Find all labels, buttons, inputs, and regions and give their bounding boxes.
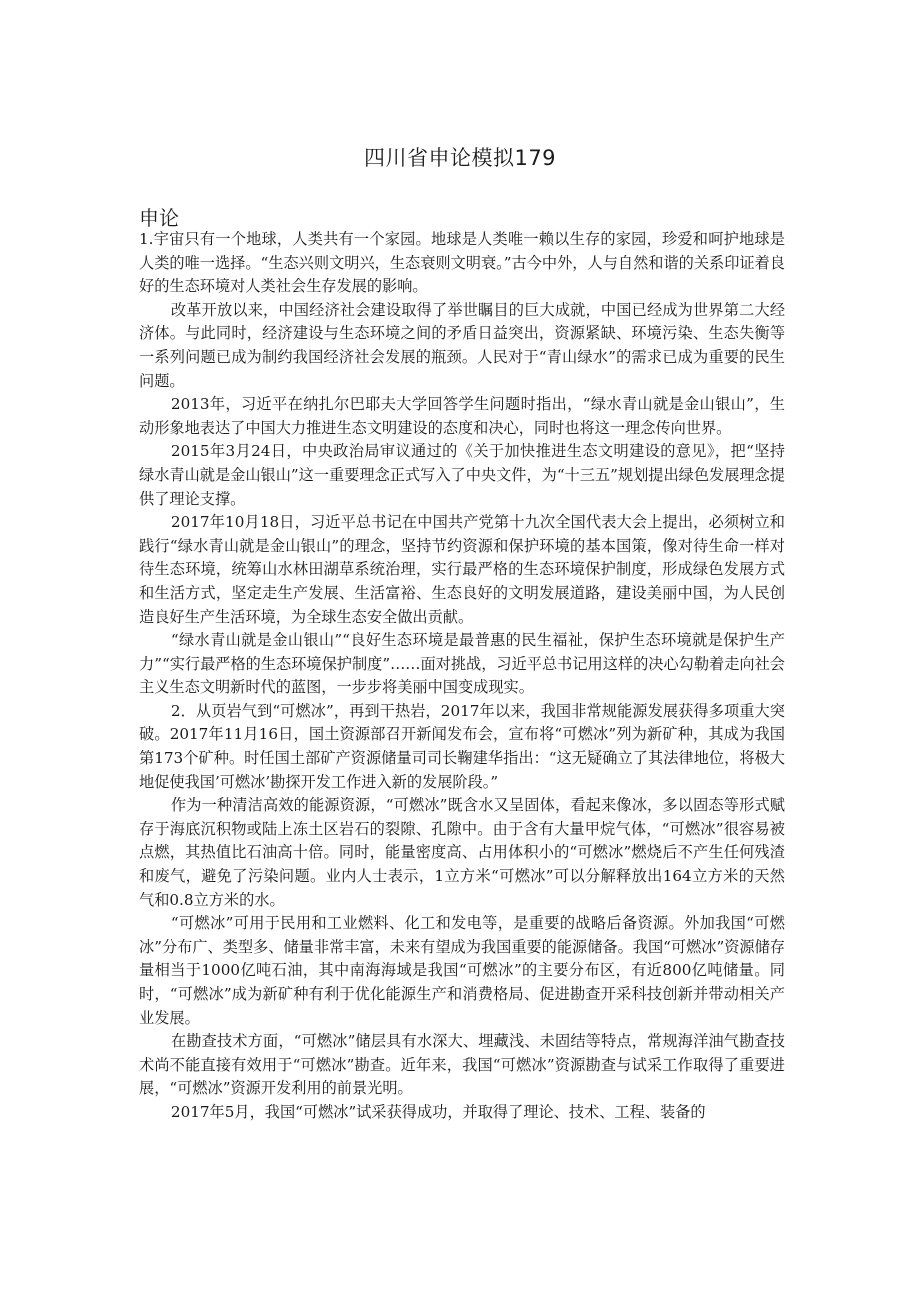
document-body: [139, 228, 785, 1125]
paragraph-9: “可燃冰”可用于民用和工业燃料、化工和发电等，是重要的战略后备资源。外加我国“可燃冰”分布广、类型多、储量非常丰富，未来有望成为我国重要的能源储备。我国“可燃冰”资源储存量相当于1000亿吨石油，其中南海海域是我国“可燃冰”的主要分布区，有近800亿吨储量。同时，“可燃冰”成为新矿种有利于优化能源生产和消费格局、促进勘查开采科技创新并带动相关产业发展。: [139, 914, 785, 1027]
paragraph-10: 在勘查技术方面，“可燃冰”储层具有水深大、埋藏浅、未固结等特点，常规海洋油气勘查技术尚不能直接有效用于“可燃冰”勘查。近年来，我国“可燃冰”资源勘查与试采工作取得了重要进展，“可燃冰”资源开发利用的前景光明。: [139, 1032, 785, 1098]
paragraph-5: 2017年10月18日，习近平总书记在中国共产党第十九次全国代表大会上提出，必须树立和践行“绿水青山就是金山银山”的理念，坚持节约资源和保护环境的基本国策，像对待生命一样对待生态环境，统筹山水林田湖草系统治理，实行最严格的生态环境保护制度，形成绿色发展方式和生活方式，坚定走生产发展、生活富裕、生态良好的文明发展道路，建设美丽中国，为人民创造良好生产生活环境，为全球生态安全做出贡献。: [139, 513, 785, 626]
paragraph-1: 1.宇宙只有一个地球，人类共有一个家园。地球是人类唯一赖以生存的家园，珍爱和呵护地球是人类的唯一选择。“生态兴则文明兴，生态衰则文明衰。”古今中外，人与自然和谐的关系印证着良好的生态环境对人类社会生存发展的影响。: [139, 230, 785, 296]
document-title: 四川省申论模拟179: [363, 146, 557, 170]
paragraph-3: 2013年，习近平在纳扎尔巴耶夫大学回答学生问题时指出，“绿水青山就是金山银山”，生动形象地表达了中国大力推进生态文明建设的态度和决心，同时也将这一理念传向世界。: [139, 395, 785, 437]
paragraph-2: 改革开放以来，中国经济社会建设取得了举世瞩目的巨大成就，中国已经成为世界第二大经济体。与此同时，经济建设与生态环境之间的矛盾日益突出，资源紧缺、环境污染、生态失衡等一系列问题已成为制约我国经济社会发展的瓶颈。人民对于“青山绿水”的需求已成为重要的民生问题。: [139, 300, 785, 390]
paragraph-4: 2015年3月24日，中央政治局审议通过的《关于加快推进生态文明建设的意见》，把“坚持绿水青山就是金山银山”这一重要理念正式写入了中央文件，为“十三五”规划提出绿色发展理念提供了理论支撑。: [139, 442, 785, 508]
paragraph-7: 2．从页岩气到“可燃冰”，再到干热岩，2017年以来，我国非常规能源发展获得多项重大突破。2017年11月16日，国土资源部召开新闻发布会，宣布将“可燃冰”列为新矿种，其成为我国第173个矿种。时任国土部矿产资源储量司司长鞠建华指出：“这无疑确立了其法律地位，将极大地促使我国’可燃冰’勘探开发工作进入新的发展阶段。”: [139, 701, 785, 791]
paragraph-8: 作为一种清洁高效的能源资源，“可燃冰”既含水又呈固体，看起来像冰，多以固态等形式赋存于海底沉积物或陆上冻土区岩石的裂隙、孔隙中。由于含有大量甲烷气体，“可燃冰”很容易被点燃，其热值比石油高十倍。同时，能量密度高、占用体积小的“可燃冰”燃烧后不产生任何残渣和废气，避免了污染问题。业内人士表示，1立方米“可燃冰”可以分解释放出164立方米的天然气和0.8立方米的水。: [139, 796, 785, 909]
paragraph-6: “绿水青山就是金山银山”“良好生态环境是最普惠的民生福祉，保护生态环境就是保护生产力”“实行最严格的生态环境保护制度”……面对挑战，习近平总书记用这样的决心勾勒着走向社会主义生态文明新时代的蓝图，一步步将美丽中国变成现实。: [139, 631, 785, 697]
section-heading: 申论: [139, 206, 179, 230]
paragraph-11: 2017年5月，我国“可燃冰”试采获得成功，并取得了理论、技术、工程、装备的: [170, 1102, 706, 1121]
